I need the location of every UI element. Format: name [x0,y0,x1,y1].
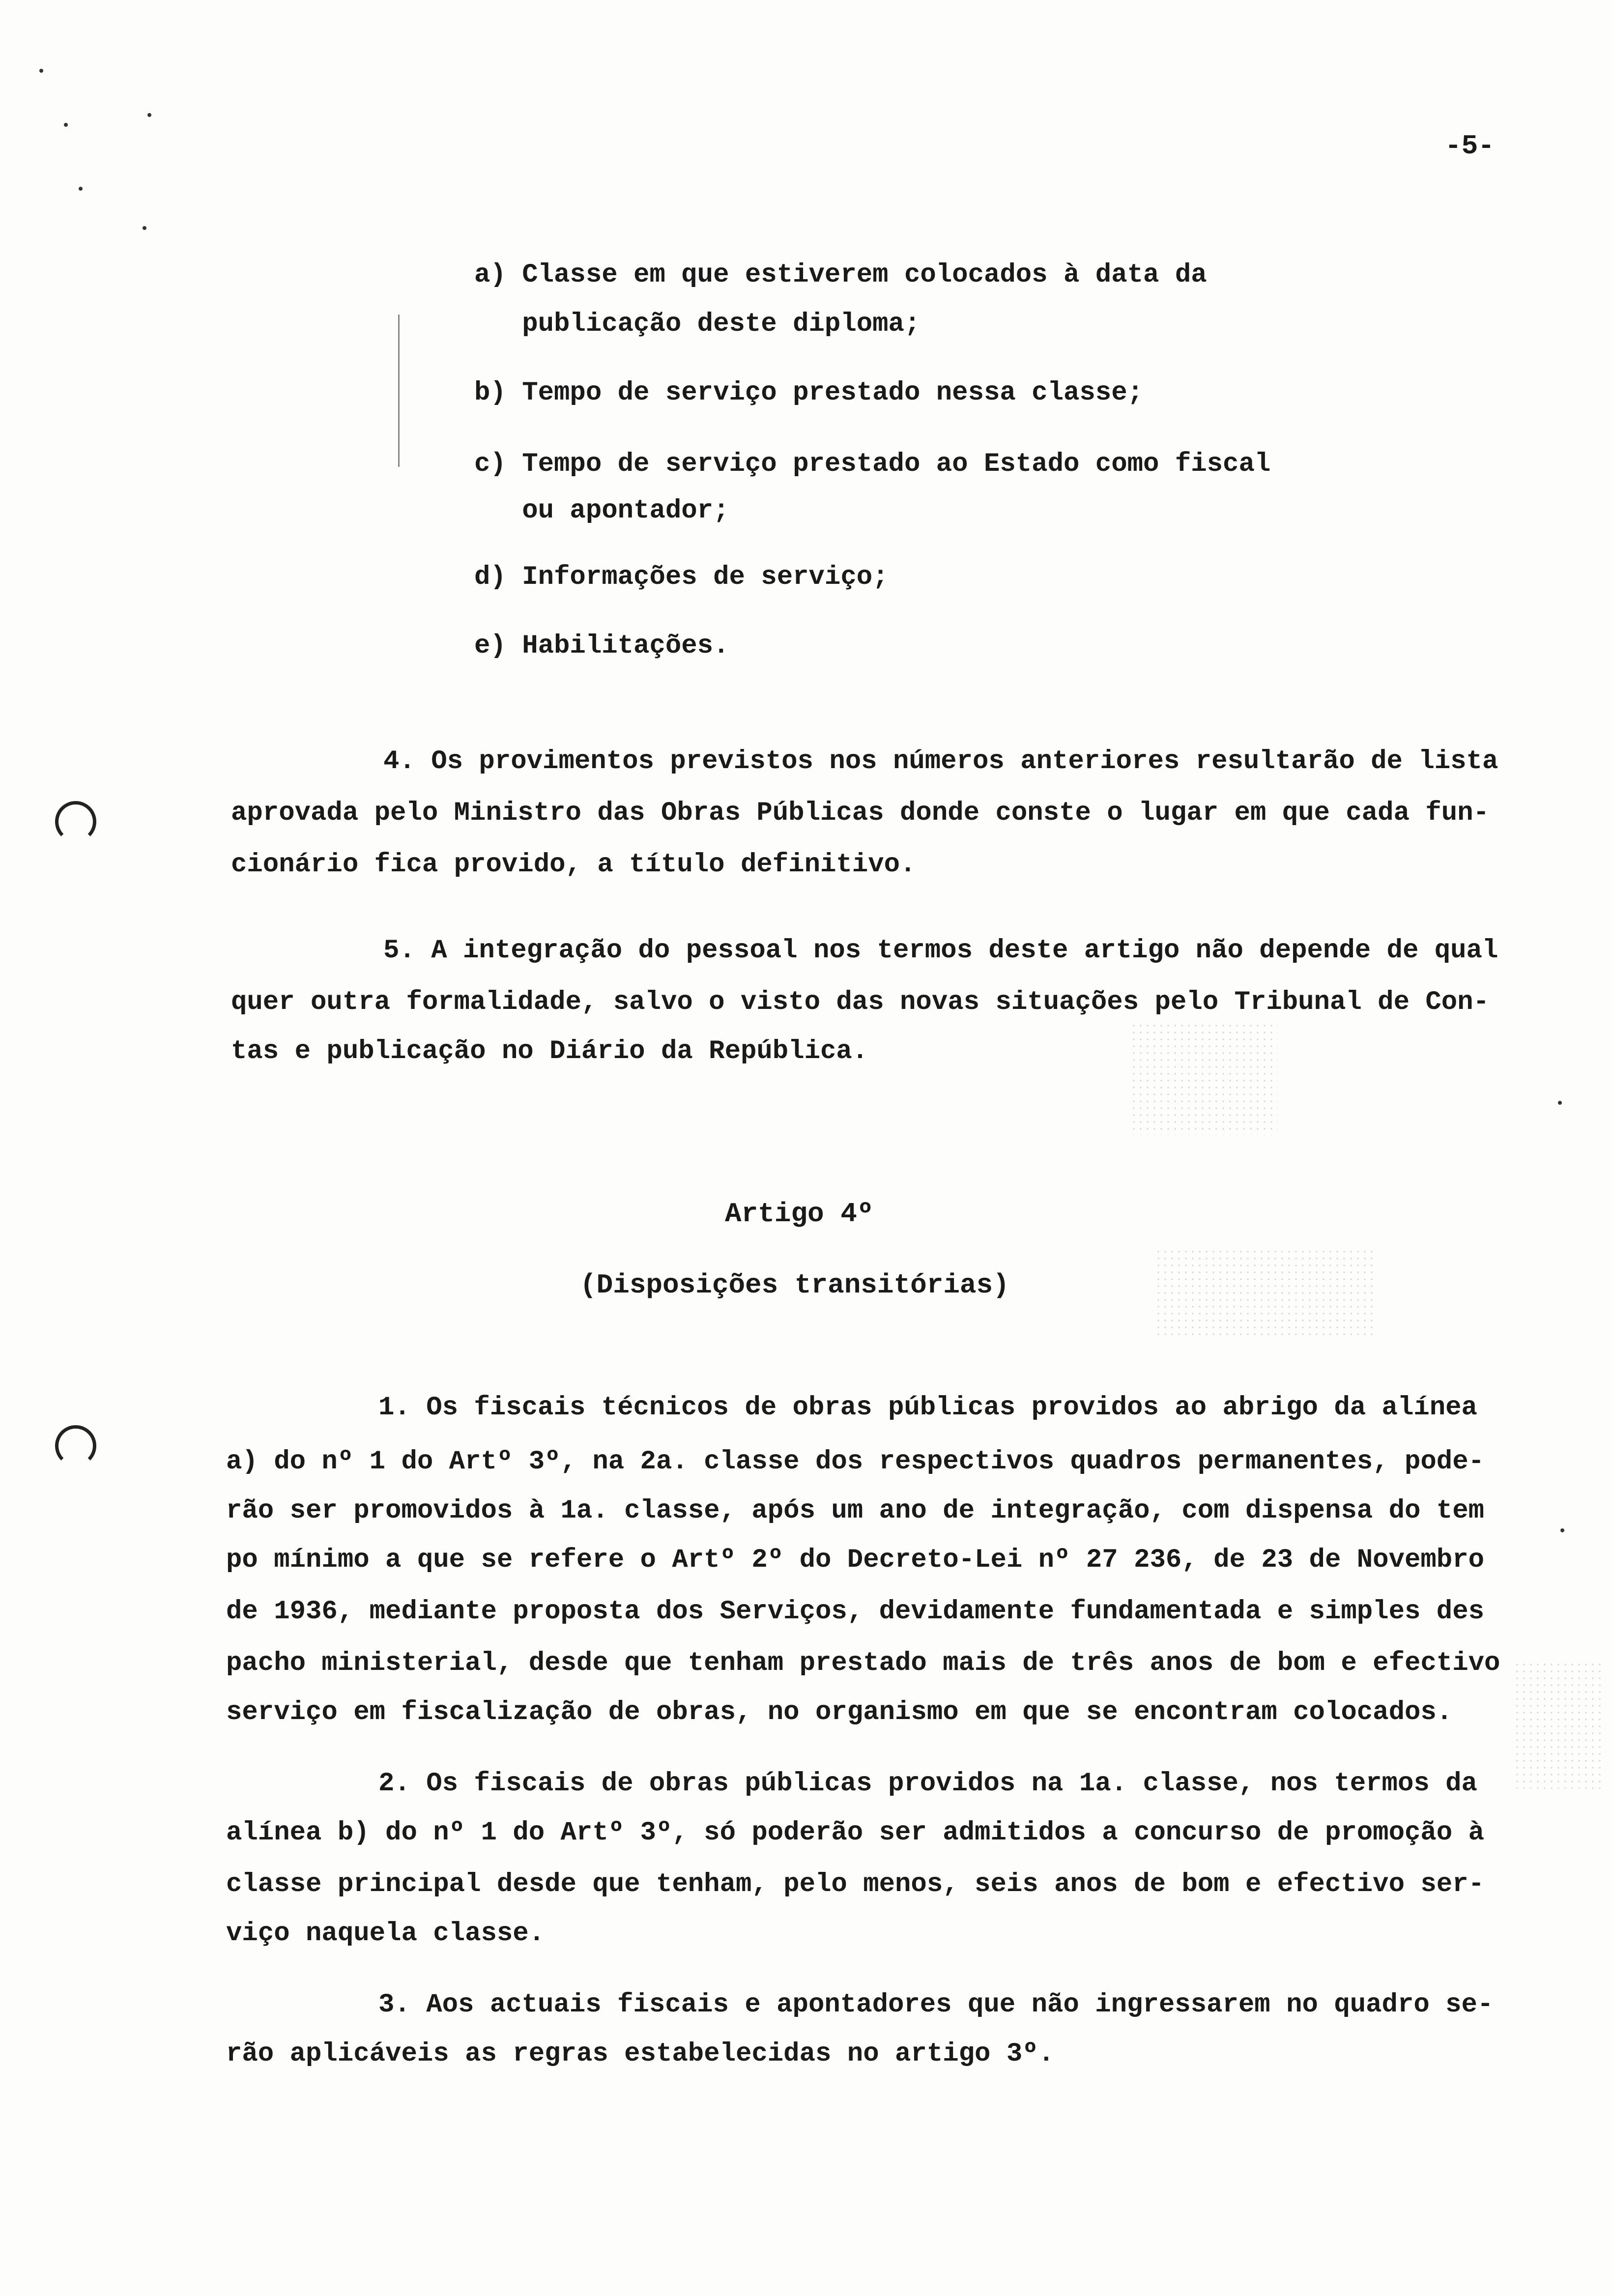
scan-speck [1560,1528,1564,1532]
article-title: Artigo 4º [725,1198,874,1230]
article-subtitle: (Disposições transitórias) [580,1269,1009,1301]
punch-hole-icon [55,801,96,842]
art4-para1-line7: serviço em fiscalização de obras, no organismo em que se encontram colocados. [226,1697,1453,1727]
art4-para1-line6: pacho ministerial, desde que tenham prestado mais de três anos de bom e efectivo [226,1648,1500,1678]
art4-para2-line4: viço naquela classe. [226,1919,545,1949]
list-item-a-line2: publicação deste diploma; [474,309,921,339]
scan-speck [147,113,151,117]
para4-line1: 4. Os provimentos previstos nos números anteriores resultarão de lista [383,746,1498,776]
art4-para1-line5: de 1936, mediante proposta dos Serviços, devidamente fundamentada e simples des [226,1597,1485,1627]
para5-line2: quer outra formalidade, salvo o visto das novas situações pelo Tribunal de Con- [231,987,1490,1017]
art4-para2-line2: alínea b) do nº 1 do Artº 3º, só poderão ser admitidos a concurso de promoção à [226,1818,1485,1848]
art4-para1-line2: a) do nº 1 do Artº 3º, na 2a. classe dos respectivos quadros permanentes, pode- [226,1447,1485,1477]
art4-para1-line4: po mínimo a que se refere o Artº 2º do Decreto-Lei nº 27 236, de 23 de Novembro [226,1545,1485,1575]
scan-speck [143,226,146,230]
scan-noise [1130,1022,1278,1135]
art4-para1-line1: 1. Os fiscais técnicos de obras públicas providos ao abrigo da alínea [378,1393,1477,1423]
list-item-c-line1: c) Tempo de serviço prestado ao Estado como fiscal [474,449,1271,479]
art4-para3-line2: rão aplicáveis as regras estabelecidas no artigo 3º. [226,2039,1055,2069]
art4-para3-line1: 3. Aos actuais fiscais e apontadores que não ingressarem no quadro se- [378,1990,1494,2020]
para5-line1: 5. A integração do pessoal nos termos deste artigo não depende de qual [383,936,1498,966]
page-number: -5- [1445,130,1495,162]
list-item-c-line2: ou apontador; [474,496,729,526]
margin-mark [398,315,400,467]
scan-speck [79,187,83,191]
art4-para2-line1: 2. Os fiscais de obras públicas providos na 1a. classe, nos termos da [378,1769,1477,1799]
para5-line3: tas e publicação no Diário da República. [231,1036,868,1066]
para4-line2: aprovada pelo Ministro das Obras Públicas donde conste o lugar em que cada fun- [231,798,1490,828]
list-item-e-line1: e) Habilitações. [474,631,729,661]
scan-speck [39,69,43,73]
art4-para2-line3: classe principal desde que tenham, pelo menos, seis anos de bom e efectivo ser- [226,1869,1485,1899]
para4-line3: cionário fica provido, a título definitivo. [231,850,916,880]
list-item-d-line1: d) Informações de serviço; [474,562,889,592]
art4-para1-line3: rão ser promovidos à 1a. classe, após um ano de integração, com dispensa do tem [226,1496,1485,1526]
scan-speck [64,123,68,127]
scan-speck [1558,1101,1562,1105]
scan-noise [1514,1661,1602,1789]
list-item-b-line1: b) Tempo de serviço prestado nessa classe; [474,378,1144,408]
punch-hole-icon [55,1425,96,1466]
scan-noise [1155,1248,1376,1337]
list-item-a-line1: a) Classe em que estiverem colocados à data da [474,260,1207,290]
